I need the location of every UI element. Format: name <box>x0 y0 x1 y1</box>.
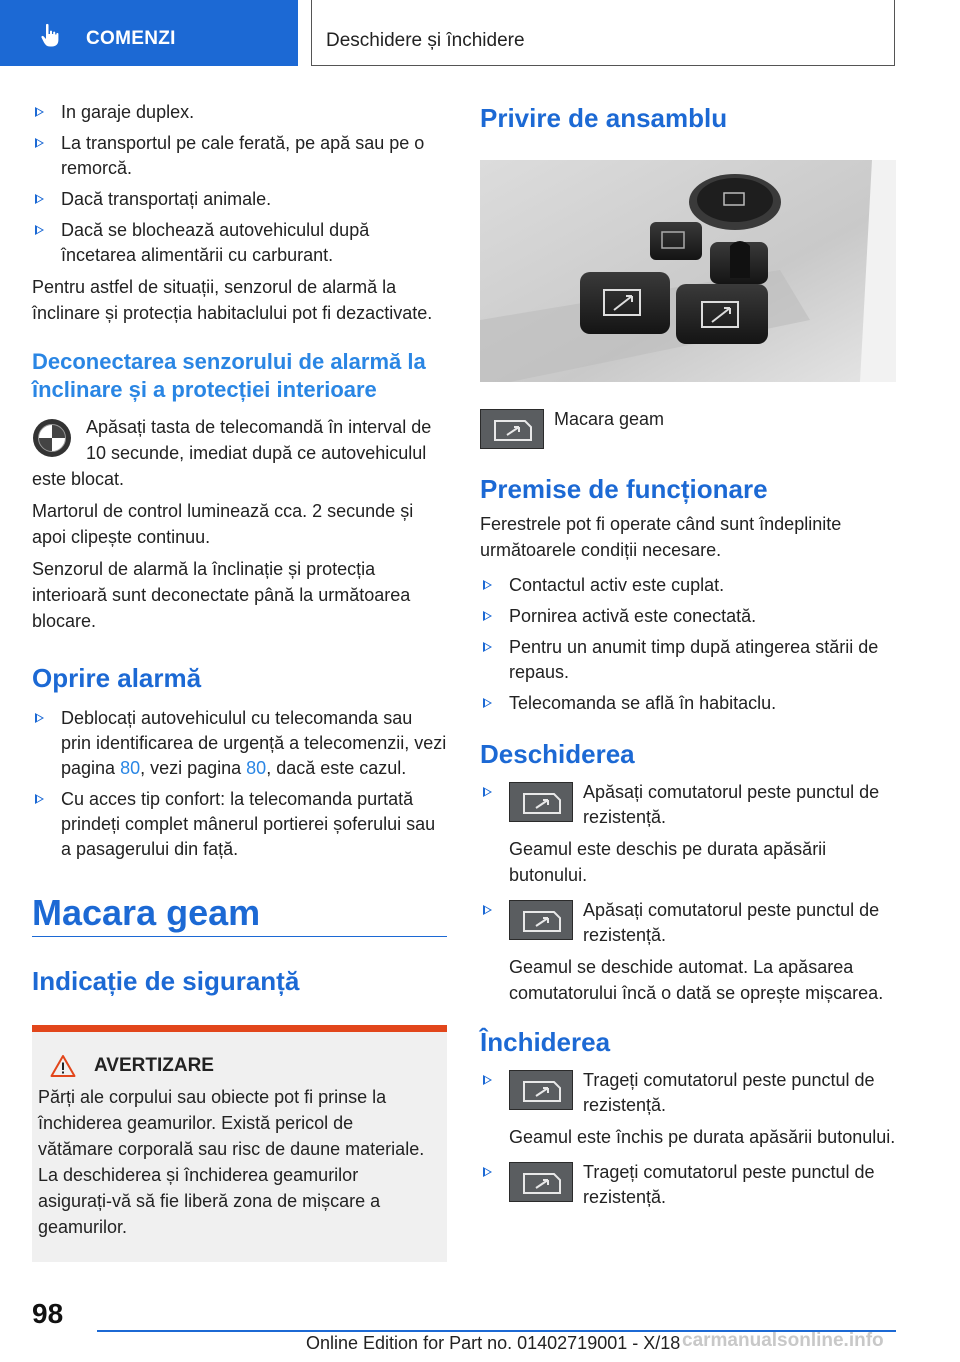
triangle-bullet-icon <box>483 787 492 797</box>
triangle-bullet-icon <box>483 642 492 652</box>
window-switch-icon <box>480 409 544 449</box>
right-column <box>480 100 896 1216</box>
list-item: Dacă se blochează autovehiculul după încetarea alimentării cu carburant. <box>32 218 447 268</box>
list-item: Contactul activ este cuplat. <box>480 573 896 598</box>
premise-list <box>480 573 896 716</box>
section-heading: Deschiderea <box>480 739 635 769</box>
triangle-bullet-icon <box>35 194 44 204</box>
list-item <box>480 898 896 1006</box>
page-number: 98 <box>32 1298 64 1329</box>
section-heading: Indicație de siguranță <box>32 966 300 996</box>
oprire-list <box>32 706 447 862</box>
list-item <box>480 1160 896 1210</box>
warning-header <box>50 1054 433 1078</box>
section-heading: Privire de ansamblu <box>480 103 728 133</box>
window-switch-icon <box>509 782 573 822</box>
chapter-heading: Macara geam <box>32 892 447 937</box>
triangle-bullet-icon <box>483 698 492 708</box>
remote-instruction: Apăsați tasta de telecomandă în interval de 10 secunde, imediat după ce autovehiculul <box>32 414 447 466</box>
paragraph: Martorul de control luminează cca. 2 secunde și apoi clipește continuu. <box>32 501 414 547</box>
situations-list <box>32 100 447 268</box>
window-switch-icon <box>509 1162 573 1202</box>
triangle-bullet-icon <box>35 107 44 117</box>
list-item: Pentru un anumit timp după atingerea stării de repaus. <box>480 635 896 685</box>
step-result: Geamul este închis pe durata apăsării butonului. <box>509 1127 896 1147</box>
hand-icon <box>38 22 64 48</box>
step-result: Geamul este deschis pe durata apăsării butonului. <box>509 839 827 885</box>
window-switch-photo <box>480 160 896 382</box>
warning-text: Părți ale corpului sau obiecte pot fi prinse la închiderea geamurilor. Există pericol de vătămare corporală sau risc de daune materiale. La deschiderea și închiderea geamurilor asigurați-vă să fie liberă zona de mișcare a geamurilor. <box>38 1087 425 1237</box>
step-action: Apăsați comutatorul peste punctul de rezistență. <box>583 782 880 827</box>
page-header <box>0 0 960 66</box>
edition-text: Online Edition for Part no. 01402719001 - X/18 <box>306 1333 681 1353</box>
step-action: Apăsați comutatorul peste punctul de rezistență. <box>583 900 880 945</box>
page-link[interactable]: 80 <box>120 758 141 778</box>
paragraph: Pentru astfel de situații, senzorul de alarmă la înclinare și protecția habitaclului pot fi dezactivate. <box>32 277 433 323</box>
list-item: Deblocați autovehiculul cu telecomanda sau prin identificarea de urgență a telecomenzii, vezi pagina 80, vezi pagina 80, dacă este cazul. <box>32 706 447 781</box>
window-switch-icon <box>509 1070 573 1110</box>
triangle-bullet-icon <box>483 611 492 621</box>
triangle-bullet-icon <box>35 794 44 804</box>
step-result: Geamul se deschide automat. La apăsarea comutatorului încă o dată se oprește mișcarea. <box>509 957 884 1003</box>
chapter-title-box <box>311 0 895 66</box>
paragraph: este blocat. <box>32 469 125 489</box>
list-item <box>480 780 896 888</box>
step-action: Trageți comutatorul peste punctul de rezistență. <box>583 1162 875 1207</box>
triangle-bullet-icon <box>483 580 492 590</box>
figure-caption-row <box>480 405 896 457</box>
section-heading: Premise de funcționare <box>480 474 768 504</box>
triangle-bullet-icon <box>35 138 44 148</box>
page-link[interactable]: 80 <box>246 758 267 778</box>
list-item <box>480 1068 896 1150</box>
watermark: carmanualsonline.info <box>682 1330 884 1351</box>
warning-title: AVERTIZARE <box>94 1055 214 1076</box>
step-action: Trageți comutatorul peste punctul de rezistență. <box>583 1070 875 1115</box>
figure-caption: Macara geam <box>554 409 665 429</box>
chapter-tab[interactable] <box>0 0 298 66</box>
list-item: La transportul pe cale ferată, pe apă sau pe o remorcă. <box>32 131 447 181</box>
tab-label: COMENZI <box>86 28 176 49</box>
list-item: Cu acces tip confort: la telecomanda purtată prindeți complet mânerul portierei șoferului sau a pasagerului din față. <box>32 787 447 862</box>
section-heading: Deconectarea senzorului de alarmă la înclinare și a protecției interioare <box>32 349 426 402</box>
triangle-bullet-icon <box>483 905 492 915</box>
list-item: In garaje duplex. <box>32 100 447 125</box>
section-heading: Oprire alarmă <box>32 663 202 693</box>
list-item: Dacă transportați animale. <box>32 187 447 212</box>
warning-box <box>32 1025 447 1262</box>
triangle-bullet-icon <box>483 1167 492 1177</box>
paragraph: Senzorul de alarmă la înclinație și protecția interioară sunt deconectate până la următoarea blocare. <box>32 559 411 631</box>
section-heading: Închiderea <box>480 1027 611 1057</box>
triangle-bullet-icon <box>483 1075 492 1085</box>
warning-triangle-icon <box>50 1054 76 1078</box>
chapter-title: Deschidere și închidere <box>326 30 525 51</box>
triangle-bullet-icon <box>35 225 44 235</box>
bmw-logo-icon <box>32 418 72 458</box>
list-item: Telecomanda se află în habitaclu. <box>480 691 896 716</box>
left-column <box>32 100 447 1262</box>
paragraph: Ferestrele pot fi operate când sunt îndeplinite următoarele condiții necesare. <box>480 514 842 560</box>
triangle-bullet-icon <box>35 713 44 723</box>
list-item: Pornirea activă este conectată. <box>480 604 896 629</box>
window-switch-icon <box>509 900 573 940</box>
